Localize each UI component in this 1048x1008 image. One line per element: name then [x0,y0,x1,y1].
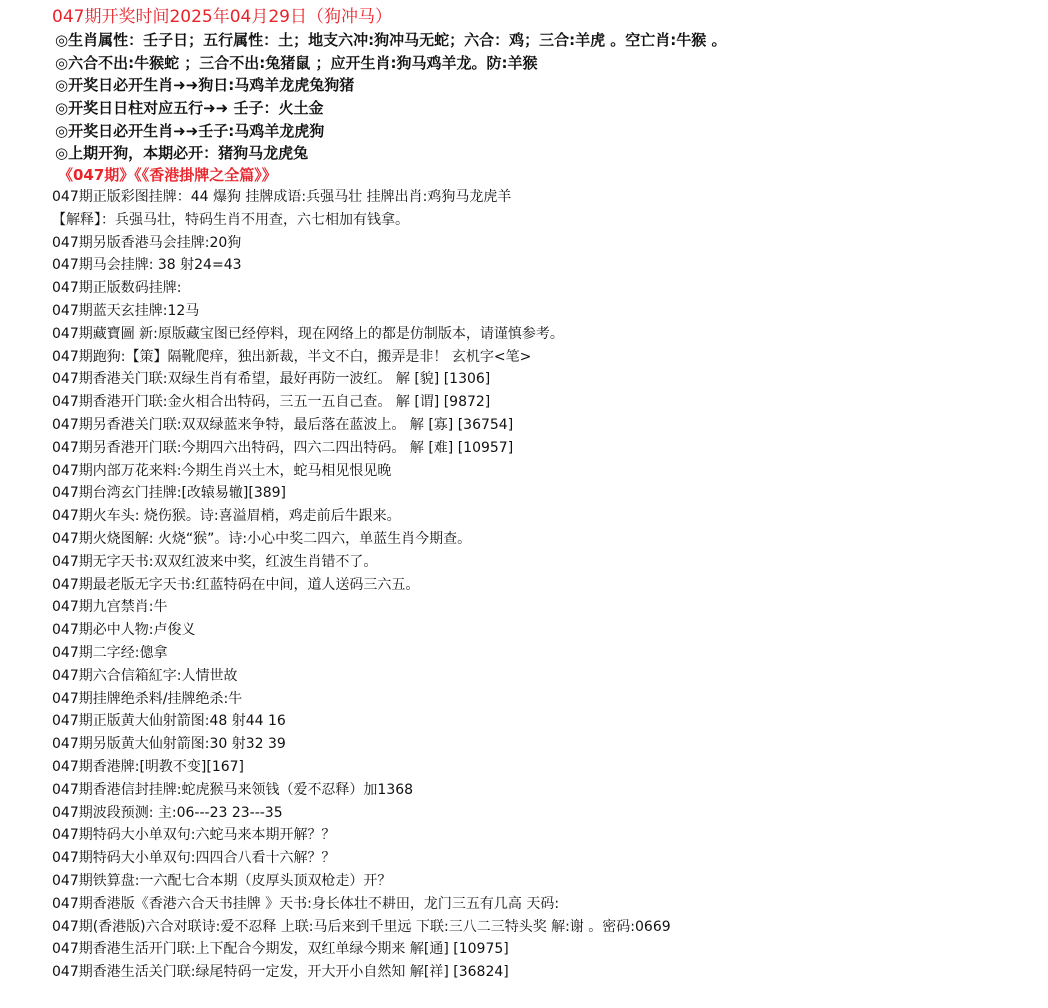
list-item: 047期特码大小单双句:四四合八看十六解？？ [52,850,336,867]
list-item: 047期台湾玄门挂牌:[改辕易辙][389] [52,485,287,502]
zodiac-attribute-line: ◎生肖属性：壬子日；五行属性：土；地支六冲:狗冲马无蛇；六合：鸡；三合:羊虎 。空亡肖:牛猴 。 [55,31,727,49]
dog-day-zodiac-line: ◎开奖日必开生肖➜➜狗日:马鸡羊龙虎兔狗猪 [55,76,355,95]
list-item: 047期正版彩图挂牌：44 爆狗 挂牌成语:兵强马壮 挂牌出肖:鸡狗马龙虎羊 [52,189,512,205]
list-item: 047期藏寶圖 新:原版藏宝图已经停料，现在网络上的都是仿制版本，请谨慎参考。 [52,325,564,342]
list-item: 047期六合信箱紅字:人情世故 [52,667,238,684]
list-item: 047期香港牌:[明教不变][167] [52,758,245,775]
section-title: 《047期》《《香港掛牌之全篇》》 [58,166,277,185]
list-item: 047期另香港开门联:今期四六出特码，四六二四出特码。 解 [难] [10957] [52,439,514,456]
list-item: 047期九宫禁肖:牛 [52,599,168,616]
list-item: 047期另版黄大仙射箭图:30 射32 39 [52,736,286,753]
list-item: 047期波段预测: 主:06---23 23---35 [52,804,283,821]
list-item: 047期内部万花来料:今期生肖兴土木，蛇马相见恨见晚 [52,462,392,479]
liuhe-excluded-line: ◎六合不出:牛猴蛇 ；三合不出:兔猪鼠 ；应开生肖:狗马鸡羊龙。防:羊猴 [55,53,538,72]
list-item: 047期正版黄大仙射箭图:48 射44 16 [52,713,286,730]
previous-draw-line: ◎上期开狗，本期必开：猪狗马龙虎兔 [55,144,309,163]
list-item: 047期香港版《香港六合天书挂牌 》天书:身长体壮不耕田，龙门三五有几高 天码: [52,895,560,912]
list-item: 047期铁算盘:一六配七合本期（皮厚头顶双枪走）开？ [52,872,392,889]
list-item: 047期跑狗:【策】隔靴爬痒，独出新裁，半文不白，搬弄是非！ 玄机字<笔> [52,348,532,365]
list-item: 047期香港生活关门联:绿尾特码一定发，开大开小自然知 解[祥] [36824] [52,964,509,981]
list-item: 047期香港生活开门联:上下配合今期发，双红单绿今期来 解[通] [10975] [52,941,509,958]
list-item: 047期二字经:傯拿 [52,644,168,661]
list-item: 047期香港关门联:双绿生肖有希望，最好再防一波红。 解 [貌] [1306] [52,371,491,388]
list-item: 【解释】：兵强马壮，特码生肖不用查，六七相加有钱拿。 [52,211,409,228]
renzi-zodiac-line: ◎开奖日必开生肖➜➜壬子:马鸡羊龙虎狗 [55,121,325,140]
list-item: 047期香港信封挂牌:蛇虎猴马来领钱（爱不忍释）加1368 [52,781,414,798]
day-pillar-element-line: ◎开奖日日柱对应五行➜➜ 壬子：火土金 [55,99,324,118]
list-item: 047期另版香港马会挂牌:20狗 [52,234,242,251]
list-item: 047期最老版无字天书:红蓝特码在中间，道人送码三六五。 [52,576,420,593]
list-item: 047期马会挂牌: 38 射24=43 [52,257,242,274]
list-item: 047期必中人物:卢俊义 [52,622,196,639]
list-item: 047期正版数码挂牌: [52,280,182,297]
header-block [52,6,1032,185]
list-item: 047期挂牌绝杀料/挂牌绝杀:牛 [52,690,243,707]
list-item: 047期香港开门联:金火相合出特码，三五一五自己查。 解 [谓] [9872] [52,394,491,411]
list-item: 047期特码大小单双句:六蛇马来本期开解？？ [52,827,336,844]
hint-list [52,186,1042,984]
draw-date-title: 047期开奖时间2025年04月29日（狗冲马） [52,7,392,27]
list-item: 047期火烧图解: 火烧“猴”。诗:小心中奖二四六，单蓝生肖今期查。 [52,530,472,547]
list-item: 047期蓝天玄挂牌:12马 [52,302,200,319]
list-item: 047期(香港版)六合对联诗:爱不忍释 上联:马后来到千里远 下联:三八二三特头奖 解:谢 。密码:0669 [52,918,671,935]
list-item: 047期火车头: 烧伤猴。诗:喜溢眉梢，鸡走前后牛跟来。 [52,508,401,525]
list-item: 047期另香港关门联:双双绿蓝来争特，最后落在蓝波上。 解 [寡] [36754] [52,416,514,433]
list-item: 047期无字天书:双双红波来中奖，红波生肖错不了。 [52,553,378,570]
